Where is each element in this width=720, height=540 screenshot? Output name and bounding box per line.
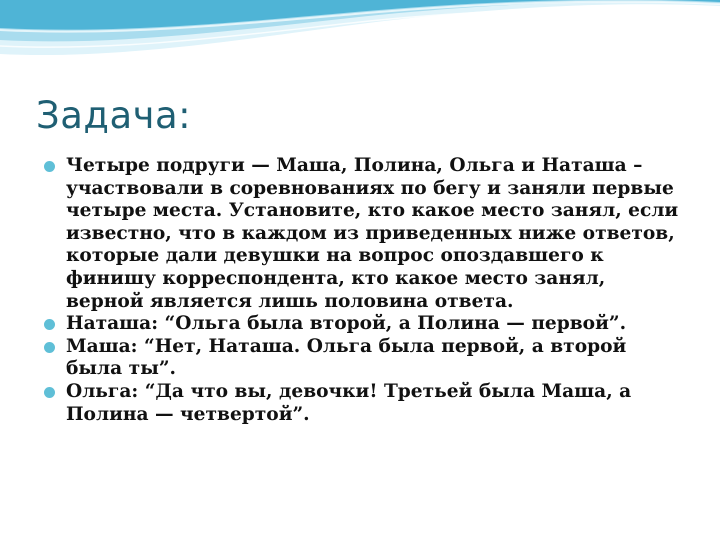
bullet-list	[40, 155, 680, 426]
header-wave-decoration	[0, 0, 720, 80]
bullet-item-natasha	[40, 313, 680, 336]
bullet-text: Маша: “Нет, Наташа. Ольга была первой, а второй была ты”.	[66, 335, 627, 380]
bullet-item-olga	[40, 381, 680, 426]
bullet-text: Наташа: “Ольга была второй, а Полина — первой”.	[66, 313, 627, 335]
bullet-dot-icon	[44, 161, 55, 172]
slide-title: Задача:	[36, 94, 192, 137]
bullet-item-masha	[40, 336, 680, 381]
bullet-dot-icon	[44, 342, 55, 353]
bullet-text: Ольга: “Да что вы, девочки! Третьей была Маша, а Полина — четвертой”.	[66, 380, 632, 425]
bullet-dot-icon	[44, 319, 55, 330]
bullet-item-task	[40, 155, 680, 313]
bullet-dot-icon	[44, 387, 55, 398]
bullet-text: Четыре подруги — Маша, Полина, Ольга и Наташа – участвовали в соревнованиях по бегу и заняли первые четыре места. Установите, кто какое место занял, если известно, что в каждом из приведенных ниже ответов, которые дали девушки на вопрос опоздавшего к финишу корреспондента, кто какое место занял, верной является лишь половина ответа.	[66, 155, 679, 312]
